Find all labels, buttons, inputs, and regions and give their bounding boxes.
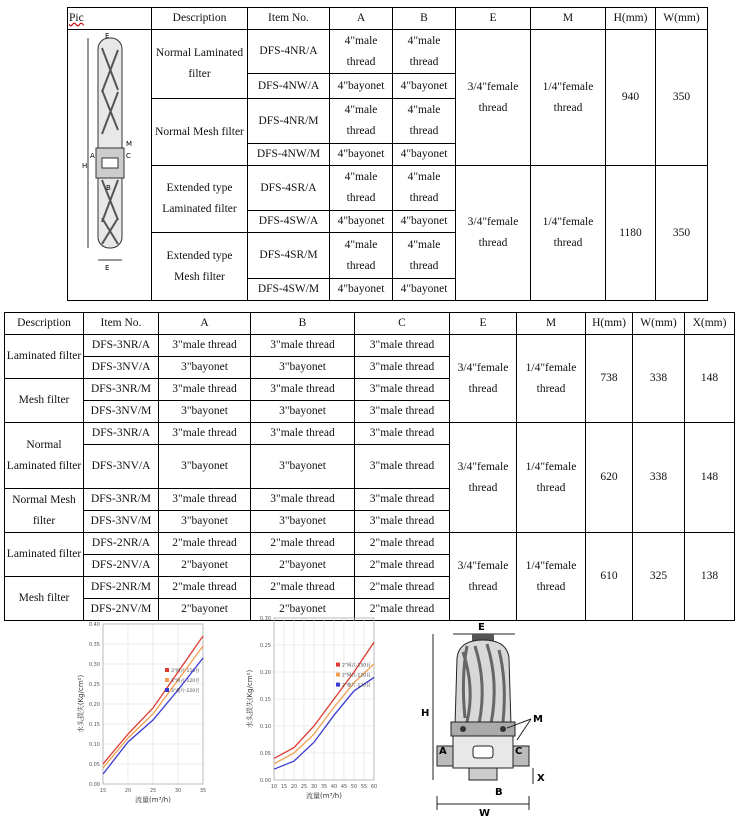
b-cell: 3"male thread bbox=[251, 335, 355, 357]
y-tick-label: 0.30 bbox=[259, 616, 271, 622]
header-w: W(mm) bbox=[633, 313, 685, 335]
desc-cell: Normal Mesh filter bbox=[5, 489, 84, 533]
a-cell: 3"male thread bbox=[159, 489, 251, 511]
x-cell: 148 bbox=[685, 423, 735, 533]
item-cell: DFS-3NV/M bbox=[84, 511, 159, 533]
header-c: C bbox=[355, 313, 450, 335]
legend-swatch-2 bbox=[336, 673, 340, 677]
x-tick-label: 50 bbox=[350, 784, 358, 790]
b-cell: 4"male thread bbox=[393, 233, 456, 279]
y-axis-label: 水头损失(Kg/cm²) bbox=[246, 669, 254, 729]
b-cell: 4"male thread bbox=[393, 99, 456, 144]
x-tick-label: 35 bbox=[320, 784, 328, 790]
c-cell: 2"male thread bbox=[355, 555, 450, 577]
desc-cell: Extended type Laminated filter bbox=[152, 166, 248, 233]
b-cell: 2"bayonet bbox=[251, 555, 355, 577]
label-m: M bbox=[533, 714, 543, 725]
label-c: C bbox=[515, 746, 523, 757]
a-cell: 4"male thread bbox=[330, 30, 393, 74]
desc-cell: Normal Laminated filter bbox=[152, 30, 248, 99]
c-cell: 3"male thread bbox=[355, 335, 450, 357]
header-x: X(mm) bbox=[685, 313, 735, 335]
a-cell: 4"male thread bbox=[330, 233, 393, 279]
c-cell: 2"male thread bbox=[355, 577, 450, 599]
e-cell: 3/4"female thread bbox=[450, 335, 517, 423]
pic-label-c: C bbox=[126, 152, 131, 160]
header-e: E bbox=[450, 313, 517, 335]
label-e: E bbox=[478, 622, 485, 633]
m-cell: 1/4"female thread bbox=[517, 533, 586, 621]
y-tick-label: 0.35 bbox=[88, 642, 100, 648]
item-cell: DFS-2NR/A bbox=[84, 533, 159, 555]
x-axis-label: 流量(m³/h) bbox=[306, 792, 342, 800]
item-cell: DFS-4NW/A bbox=[248, 74, 330, 99]
pic-label-e-bottom: E bbox=[105, 264, 110, 272]
c-cell: 3"male thread bbox=[355, 511, 450, 533]
header-item-no: Item No. bbox=[248, 8, 330, 30]
a-cell: 3"bayonet bbox=[159, 401, 251, 423]
x-tick-label: 35 bbox=[199, 788, 207, 794]
table-4inch-filters bbox=[67, 7, 708, 301]
pic-cell bbox=[68, 30, 152, 301]
x-tick-label: 45 bbox=[340, 784, 348, 790]
c-cell: 3"male thread bbox=[355, 379, 450, 401]
y-tick-label: 0.00 bbox=[88, 782, 100, 788]
y-tick-label: 0.00 bbox=[259, 778, 271, 784]
h-cell: 940 bbox=[606, 30, 656, 166]
legend-swatch-3 bbox=[336, 683, 340, 687]
item-cell: DFS-3NR/A bbox=[84, 335, 159, 357]
a-cell: 4"male thread bbox=[330, 99, 393, 144]
desc-cell: Mesh filter bbox=[5, 577, 84, 621]
x-tick-label: 25 bbox=[300, 784, 308, 790]
w-cell: 338 bbox=[633, 423, 685, 533]
item-cell: DFS-2NV/A bbox=[84, 555, 159, 577]
y-tick-label: 0.15 bbox=[259, 697, 271, 703]
x-tick-label: 15 bbox=[99, 788, 107, 794]
y-tick-label: 0.20 bbox=[259, 670, 271, 676]
b-cell: 3"bayonet bbox=[251, 357, 355, 379]
item-cell: DFS-3NV/A bbox=[84, 445, 159, 489]
item-cell: DFS-4SR/M bbox=[248, 233, 330, 279]
header-b: B bbox=[251, 313, 355, 335]
b-cell: 3"male thread bbox=[251, 379, 355, 401]
w-cell: 325 bbox=[633, 533, 685, 621]
label-h: H bbox=[421, 708, 430, 719]
legend-swatch-1 bbox=[336, 663, 340, 667]
m-cell: 1/4"female thread bbox=[531, 166, 606, 301]
header-h: H(mm) bbox=[606, 8, 656, 30]
c-cell: 3"male thread bbox=[355, 489, 450, 511]
legend-label-2: 2"网式-120目 bbox=[342, 673, 371, 679]
a-cell: 4"male thread bbox=[330, 166, 393, 211]
a-cell: 4"bayonet bbox=[330, 279, 393, 301]
e-cell: 3/4"female thread bbox=[456, 30, 531, 166]
item-cell: DFS-3NV/M bbox=[84, 401, 159, 423]
x-tick-label: 30 bbox=[310, 784, 318, 790]
desc-cell: Laminated filter bbox=[5, 335, 84, 379]
table-3-2inch-filters bbox=[4, 312, 735, 621]
x-tick-label: 55 bbox=[360, 784, 368, 790]
b-cell: 4"bayonet bbox=[393, 279, 456, 301]
desc-cell: Normal Mesh filter bbox=[152, 99, 248, 166]
filter-4inch-image bbox=[68, 30, 151, 292]
y-tick-label: 0.30 bbox=[88, 662, 100, 668]
x-axis-label: 流量(m³/h) bbox=[135, 796, 171, 804]
a-cell: 3"male thread bbox=[159, 379, 251, 401]
y-tick-label: 0.05 bbox=[88, 762, 100, 768]
b-cell: 3"bayonet bbox=[251, 401, 355, 423]
a-cell: 4"bayonet bbox=[330, 144, 393, 166]
legend-label-3: 3"叠片-120目 bbox=[171, 689, 200, 694]
header-pic: Pic bbox=[68, 8, 152, 30]
w-cell: 338 bbox=[633, 335, 685, 423]
b-cell: 4"male thread bbox=[393, 166, 456, 211]
pressure-loss-chart-3inch bbox=[75, 618, 215, 813]
a-cell: 3"bayonet bbox=[159, 511, 251, 533]
c-cell: 3"male thread bbox=[355, 401, 450, 423]
item-cell: DFS-3NR/A bbox=[84, 423, 159, 445]
label-x: X bbox=[537, 773, 545, 784]
b-cell: 4"male thread bbox=[393, 30, 456, 74]
e-cell: 3/4"female thread bbox=[450, 423, 517, 533]
h-cell: 620 bbox=[586, 423, 633, 533]
c-cell: 2"male thread bbox=[355, 599, 450, 621]
y-tick-label: 0.40 bbox=[88, 622, 100, 628]
item-cell: DFS-3NV/A bbox=[84, 357, 159, 379]
item-cell: DFS-4NR/A bbox=[248, 30, 330, 74]
legend-label-1: 3"网式-150目 bbox=[171, 669, 200, 674]
m-cell: 1/4"female thread bbox=[517, 335, 586, 423]
header-b: B bbox=[393, 8, 456, 30]
y-tick-label: 0.15 bbox=[88, 722, 100, 728]
h-cell: 610 bbox=[586, 533, 633, 621]
y-axis-label: 水头损失(Kg/cm²) bbox=[77, 674, 85, 734]
b-cell: 3"male thread bbox=[251, 423, 355, 445]
x-cell: 148 bbox=[685, 335, 735, 423]
desc-cell: Extended type Mesh filter bbox=[152, 233, 248, 301]
legend-label-2: 3"网式-120目 bbox=[171, 679, 200, 684]
filter-dimension-diagram bbox=[415, 618, 565, 818]
e-cell: 3/4"female thread bbox=[456, 166, 531, 301]
a-cell: 3"bayonet bbox=[159, 445, 251, 489]
y-tick-label: 0.05 bbox=[259, 751, 271, 757]
b-cell: 4"bayonet bbox=[393, 74, 456, 99]
item-cell: DFS-4SW/A bbox=[248, 211, 330, 233]
x-tick-label: 25 bbox=[149, 788, 157, 794]
x-tick-label: 10 bbox=[270, 784, 278, 790]
label-a: A bbox=[439, 746, 447, 757]
b-cell: 3"bayonet bbox=[251, 445, 355, 489]
pic-label-e-top: E bbox=[105, 32, 110, 40]
legend-label-3: 2"叠片-120目 bbox=[342, 683, 371, 689]
header-m: M bbox=[517, 313, 586, 335]
h-cell: 1180 bbox=[606, 166, 656, 301]
x-tick-label: 15 bbox=[280, 784, 288, 790]
b-cell: 2"male thread bbox=[251, 577, 355, 599]
item-cell: DFS-2NR/M bbox=[84, 577, 159, 599]
legend-swatch-3 bbox=[165, 688, 169, 692]
b-cell: 3"bayonet bbox=[251, 511, 355, 533]
x-cell: 138 bbox=[685, 533, 735, 621]
b-cell: 3"male thread bbox=[251, 489, 355, 511]
m-cell: 1/4"female thread bbox=[531, 30, 606, 166]
b-cell: 2"male thread bbox=[251, 533, 355, 555]
a-cell: 3"male thread bbox=[159, 335, 251, 357]
desc-cell: Laminated filter bbox=[5, 533, 84, 577]
item-cell: DFS-2NV/M bbox=[84, 599, 159, 621]
y-tick-label: 0.25 bbox=[259, 643, 271, 649]
b-cell: 4"bayonet bbox=[393, 144, 456, 166]
c-cell: 2"male thread bbox=[355, 533, 450, 555]
legend-label-1: 2"网式-150目 bbox=[342, 663, 371, 669]
item-cell: DFS-3NR/M bbox=[84, 379, 159, 401]
w-cell: 350 bbox=[656, 30, 708, 166]
e-cell: 3/4"female thread bbox=[450, 533, 517, 621]
item-cell: DFS-4SW/M bbox=[248, 279, 330, 301]
a-cell: 4"bayonet bbox=[330, 211, 393, 233]
b-cell: 2"bayonet bbox=[251, 599, 355, 621]
label-b: B bbox=[495, 787, 503, 798]
a-cell: 2"bayonet bbox=[159, 555, 251, 577]
a-cell: 2"bayonet bbox=[159, 599, 251, 621]
header-item-no: Item No. bbox=[84, 313, 159, 335]
a-cell: 4"bayonet bbox=[330, 74, 393, 99]
pressure-loss-chart-2inch bbox=[244, 612, 384, 812]
header-h: H(mm) bbox=[586, 313, 633, 335]
c-cell: 3"male thread bbox=[355, 445, 450, 489]
item-cell: DFS-3NR/M bbox=[84, 489, 159, 511]
x-tick-label: 20 bbox=[290, 784, 298, 790]
header-m: M bbox=[531, 8, 606, 30]
item-cell: DFS-4SR/A bbox=[248, 166, 330, 211]
a-cell: 2"male thread bbox=[159, 577, 251, 599]
h-cell: 738 bbox=[586, 335, 633, 423]
pic-label-b: B bbox=[106, 184, 111, 192]
m-cell: 1/4"female thread bbox=[517, 423, 586, 533]
header-w: W(mm) bbox=[656, 8, 708, 30]
pic-label-m: M bbox=[126, 140, 133, 148]
pic-label-a: A bbox=[90, 152, 95, 160]
item-cell: DFS-4NR/M bbox=[248, 99, 330, 144]
a-cell: 3"male thread bbox=[159, 423, 251, 445]
a-cell: 2"male thread bbox=[159, 533, 251, 555]
header-e: E bbox=[456, 8, 531, 30]
desc-cell: Mesh filter bbox=[5, 379, 84, 423]
c-cell: 3"male thread bbox=[355, 423, 450, 445]
y-tick-label: 0.10 bbox=[88, 742, 100, 748]
header-a: A bbox=[159, 313, 251, 335]
a-cell: 3"bayonet bbox=[159, 357, 251, 379]
x-tick-label: 40 bbox=[330, 784, 338, 790]
legend-swatch-2 bbox=[165, 678, 169, 682]
legend-swatch-1 bbox=[165, 668, 169, 672]
y-tick-label: 0.20 bbox=[88, 702, 100, 708]
w-cell: 350 bbox=[656, 166, 708, 301]
header-description: Description bbox=[152, 8, 248, 30]
item-cell: DFS-4NW/M bbox=[248, 144, 330, 166]
desc-cell: Normal Laminated filter bbox=[5, 423, 84, 489]
header-a: A bbox=[330, 8, 393, 30]
label-w: W bbox=[479, 808, 491, 818]
y-tick-label: 0.10 bbox=[259, 724, 271, 730]
header-description: Description bbox=[5, 313, 84, 335]
c-cell: 3"male thread bbox=[355, 357, 450, 379]
x-tick-label: 30 bbox=[174, 788, 182, 794]
y-tick-label: 0.25 bbox=[88, 682, 100, 688]
x-tick-label: 60 bbox=[370, 784, 378, 790]
pic-label-h: H bbox=[82, 162, 88, 170]
b-cell: 4"bayonet bbox=[393, 211, 456, 233]
x-tick-label: 20 bbox=[124, 788, 132, 794]
